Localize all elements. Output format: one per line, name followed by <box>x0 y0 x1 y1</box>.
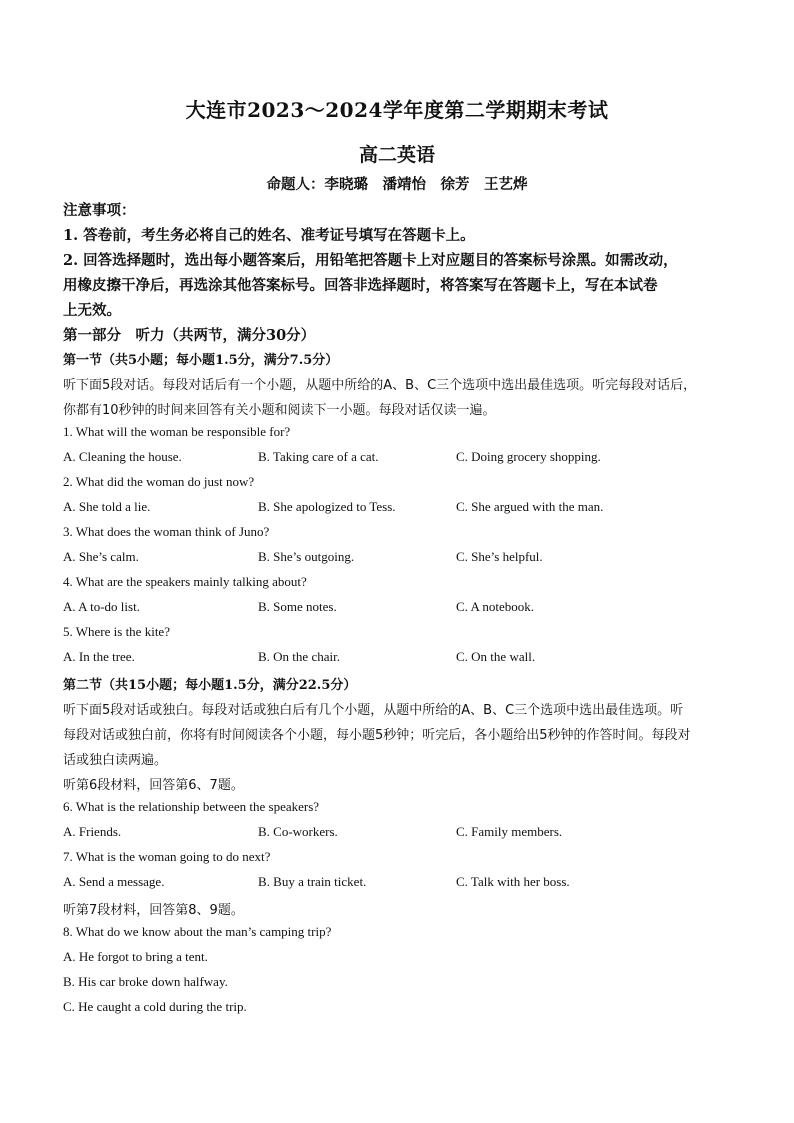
section1-heading: 第一节（共5小题；每小题1.5分，满分7.5分） <box>63 353 339 368</box>
q1-option-b: B. Taking care of a cat. <box>258 449 379 464</box>
q4-option-b: B. Some notes. <box>258 599 337 614</box>
note-2-line-3: 上无效。 <box>63 302 121 319</box>
q2-option-b: B. She apologized to Tess. <box>258 499 396 514</box>
question-8: 8. What do we know about the man’s camping trip? <box>63 924 332 939</box>
q6-option-b: B. Co-workers. <box>258 824 338 839</box>
q1-option-a: A. Cleaning the house. <box>63 449 182 464</box>
section1-instructions-1: 听下面5段对话。每段对话后有一个小题，从题中所给的A、B、C三个选项中选出最佳选项。听完每段对话后， <box>63 378 697 393</box>
q6-option-a: A. Friends. <box>63 824 122 839</box>
question-7: 7. What is the woman going to do next? <box>63 849 271 864</box>
q3-option-b: B. She’s outgoing. <box>258 549 355 564</box>
section2-instructions-1: 听下面5段对话或独白。每段对话或独白后有几个小题，从题中所给的A、B、C三个选项中选出最佳选项。听 <box>63 703 684 718</box>
part1-heading: 第一部分 听力（共两节，满分30分） <box>63 327 316 344</box>
question-5: 5. Where is the kite? <box>63 624 170 639</box>
question-6: 6. What is the relationship between the speakers? <box>63 799 320 814</box>
question-3: 3. What does the woman think of Juno? <box>63 524 270 539</box>
q4-option-c: C. A notebook. <box>456 599 535 614</box>
exam-authors: 命题人：李晓璐 潘靖怡 徐芳 王艺烨 <box>266 176 528 193</box>
q3-option-c: C. She’s helpful. <box>456 549 543 564</box>
section2-instructions-2: 每段对话或独白前，你将有时间阅读各个小题，每小题5秒钟；听完后，各小题给出5秒钟的作答时间。每段对 <box>63 728 691 743</box>
section1-instructions-2: 你都有10秒钟的时间来回答有关小题和阅读下一小题。每段对话仅读一遍。 <box>63 403 496 418</box>
section2-instructions-3: 话或独白读两遍。 <box>63 753 168 768</box>
q5-option-c: C. On the wall. <box>456 649 536 664</box>
q2-option-a: A. She told a lie. <box>63 499 151 514</box>
q7-option-a: A. Send a message. <box>63 874 165 889</box>
question-2: 2. What did the woman do just now? <box>63 474 255 489</box>
q5-option-b: B. On the chair. <box>258 649 340 664</box>
q6-option-c: C. Family members. <box>456 824 563 839</box>
note-2-line-1: 2. 回答选择题时，选出每小题答案后，用铅笔把答题卡上对应题目的答案标号涂黑。如需改动， <box>63 252 678 269</box>
q7-option-c: C. Talk with her boss. <box>456 874 570 889</box>
q5-option-a: A. In the tree. <box>63 649 135 664</box>
section2-heading: 第二节（共15小题；每小题1.5分，满分22.5分） <box>63 678 357 693</box>
exam-subtitle: 高二英语 <box>358 144 435 166</box>
question-4: 4. What are the speakers mainly talking about? <box>63 574 307 589</box>
q7-option-b: B. Buy a train ticket. <box>258 874 367 889</box>
material-6-note: 听第6段材料，回答第6、7题。 <box>63 778 244 793</box>
q8-option-a: A. He forgot to bring a tent. <box>63 949 208 964</box>
material-7-note: 听第7段材料，回答第8、9题。 <box>63 903 244 918</box>
q8-option-b: B. His car broke down halfway. <box>63 974 228 989</box>
q4-option-a: A. A to-do list. <box>63 599 140 614</box>
q3-option-a: A. She’s calm. <box>63 549 139 564</box>
q2-option-c: C. She argued with the man. <box>456 499 604 514</box>
q1-option-c: C. Doing grocery shopping. <box>456 449 601 464</box>
note-2-line-2: 用橡皮擦干净后，再选涂其他答案标号。回答非选择题时，将答案写在答题卡上，写在本试卷 <box>63 277 658 294</box>
exam-title: 大连市2023～2024学年度第二学期期末考试 <box>185 98 609 122</box>
q8-option-c: C. He caught a cold during the trip. <box>63 999 247 1014</box>
notes-heading: 注意事项： <box>63 202 136 219</box>
note-1: 1. 答卷前，考生务必将自己的姓名、准考证号填写在答题卡上。 <box>63 227 475 244</box>
question-1: 1. What will the woman be responsible for? <box>63 424 291 439</box>
